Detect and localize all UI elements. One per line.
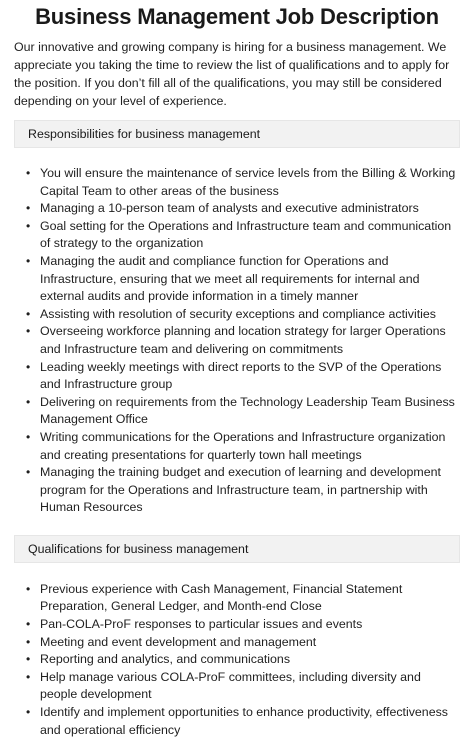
list-item [14,704,460,739]
bullet-icon: • [26,652,31,667]
bullet-icon: • [26,306,31,321]
page-title: Business Management Job Description [35,4,439,29]
bullet-icon: • [26,394,31,409]
list-item-text: Overseeing workforce planning and location strategy for larger Operations and Infrastructure team and delivering on commitments [40,324,446,356]
bullet-icon: • [26,253,31,268]
list-item-text: Delivering on requirements from the Technology Leadership Team Business Management Office [40,394,455,427]
list-item [14,581,460,616]
list-item [14,306,460,324]
list-item-text: Managing the training budget and execution of learning and development program for the Operations and Infrastructure team, in partnership with Human Resources [40,465,441,515]
list-item-text: Assisting with resolution of security exceptions and compliance activities [40,306,436,321]
bullet-icon: • [26,201,31,216]
list-item [14,429,460,464]
list-item-text: Managing the audit and compliance function for Operations and Infrastructure, ensuring that we meet all requirements for internal and external audits and provide information in a timely manner [40,253,420,304]
list-item-text: Writing communications for the Operations and Infrastructure organization and creating presentations for quarterly town hall meetings [40,429,446,462]
list-item [14,253,460,306]
list-item [14,651,460,669]
list-item-text: Meeting and event development and management [40,634,317,649]
list-item [14,218,460,253]
list-item [14,323,460,358]
bullet-icon: • [26,465,31,480]
list-item [14,394,460,429]
bullet-icon: • [26,634,31,649]
bullet-icon: • [26,359,31,374]
list-item-text: Managing a 10-person team of analysts and executive administrators [40,201,419,216]
list-item-text: Previous experience with Cash Management, Financial Statement Preparation, General Ledger, and Month-end Close [40,581,403,614]
list-item-text: You will ensure the maintenance of service levels from the Billing & Working Capital Team to other areas of the business [40,166,456,198]
list-item [14,200,460,218]
responsibilities-heading: Responsibilities for business management [14,120,460,148]
list-item [14,669,460,704]
bullet-icon: • [26,617,31,632]
bullet-icon: • [26,669,31,684]
bullet-icon: • [26,166,31,180]
list-item-text: Reporting and analytics, and communications [40,652,291,667]
list-item [14,165,460,200]
intro-paragraph: Our innovative and growing company is hiring for a business management. We appreciate you taking the time to review the list of qualifications and to apply for the position. If you don’t fill all of the qualifications, you may still be considered depending on your level of experience. [14,40,450,108]
bullet-icon: • [26,581,31,596]
list-item-text: Identify and implement opportunities to enhance productivity, effectiveness and operational efficiency [40,705,448,737]
list-item [14,616,460,634]
bullet-icon: • [26,218,31,233]
responsibilities-list [14,165,460,517]
qualifications-heading: Qualifications for business management [14,535,460,563]
list-item-text: Pan-COLA-ProF responses to particular issues and events [40,617,363,632]
bullet-icon: • [26,324,31,339]
list-item-text: Goal setting for the Operations and Infrastructure team and communication of strategy to the organization [40,218,452,251]
list-item-text: Help manage various COLA-ProF committees, including diversity and people development [40,669,421,702]
bullet-icon: • [26,705,31,720]
qualifications-list [14,581,460,739]
list-item [14,634,460,652]
bullet-icon: • [26,429,31,444]
list-item [14,359,460,394]
list-item-text: Leading weekly meetings with direct reports to the SVP of the Operations and Infrastructure group [40,359,442,392]
list-item [14,464,460,517]
